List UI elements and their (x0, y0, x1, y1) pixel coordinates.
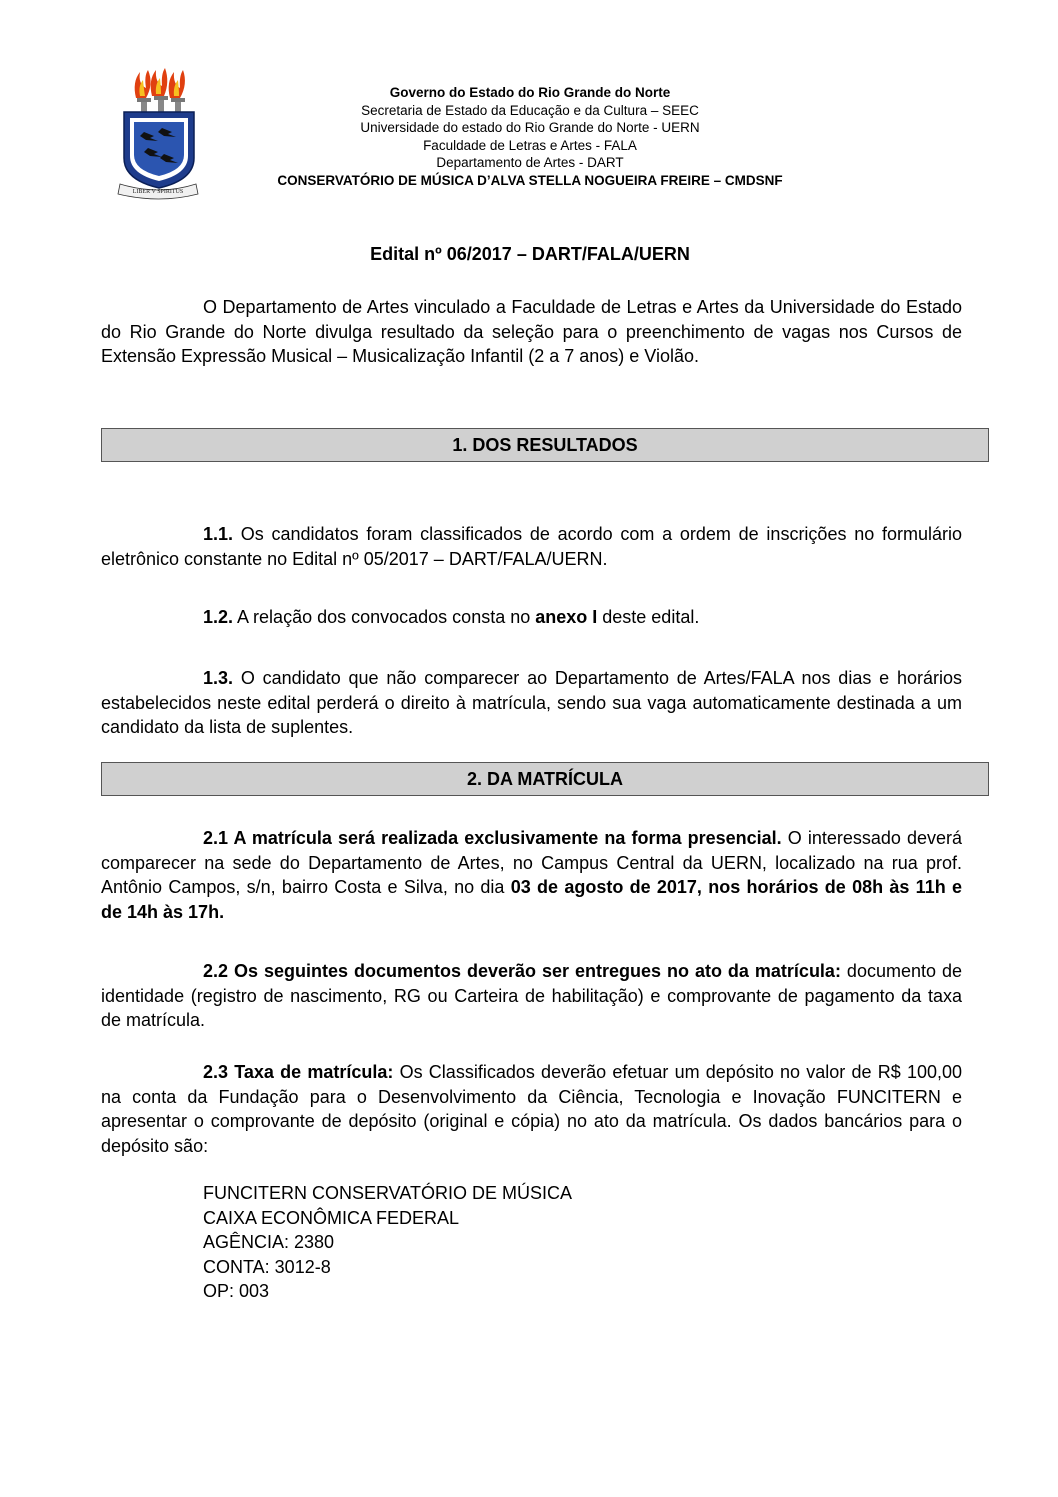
paragraph-2-3: 2.3 Taxa de matrícula: Os Classificados deverão efetuar um depósito no valor de R$ 100,00 na conta da Fundação para o Desenvolvimento da Ciência, Tecnologia e Inovação FUNCITERN e apresentar o comprovante de depósito (original e cópia) no ato da matrícula. Os dados bancários para o depósito são: (101, 1062, 963, 1156)
paragraph-1-2: 1.2. A relação dos convocados consta no anexo I deste edital. (203, 607, 700, 627)
header-line-conservatory: CONSERVATÓRIO DE MÚSICA D’ALVA STELLA NOGUEIRA FREIRE – CMDSNF (277, 172, 783, 188)
uern-coat-of-arms-logo (114, 68, 202, 202)
bank-details (203, 1181, 572, 1304)
header-line-government: Governo do Estado do Rio Grande do Norte (389, 85, 671, 100)
header-line-faculty: Faculdade de Letras e Artes - FALA (423, 137, 637, 153)
torches (135, 68, 185, 112)
intro-paragraph: O Departamento de Artes vinculado a Faculdade de Letras e Artes da Universidade do Estado do Rio Grande do Norte divulga resultado da seleção para o preenchimento de vagas nos Cursos de Extensão Expressão Musical – Musicalização Infantil (2 a 7 anos) e Violão. (101, 297, 962, 366)
paragraph-2-1: 2.1 A matrícula será realizada exclusivamente na forma presencial. O interessado deverá comparecer na sede do Departamento de Artes, no Campus Central da UERN, localizado na rua prof. Antônio Campos, s/n, bairro Costa e Silva, no dia 03 de agosto de 2017, nos horários de 08h às 11h e de 14h às 17h. (101, 828, 962, 922)
bank-operation: OP: 003 (203, 1281, 270, 1301)
bank-account-name: FUNCITERN CONSERVATÓRIO DE MÚSICA (203, 1183, 573, 1203)
header-line-secretariat: Secretaria de Estado da Educação e da Cultura – SEEC (361, 102, 699, 118)
bank-account-number: CONTA: 3012-8 (203, 1256, 331, 1277)
paragraph-1-1: 1.1. Os candidatos foram classificados de acordo com a ordem de inscrições no formulário eletrônico constante no Edital nº 05/2017 – DART/FALA/UERN. (101, 524, 962, 569)
paragraph-2-2: 2.2 Os seguintes documentos deverão ser entregues no ato da matrícula: documento de identidade (registro de nascimento, RG ou Carteira de habilitação) e comprovante de pagamento da taxa de matrícula. (101, 961, 962, 1030)
document-title: Edital nº 06/2017 – DART/FALA/UERN (370, 244, 690, 264)
section-heading-results: 1. DOS RESULTADOS (101, 428, 989, 462)
header-line-university: Universidade do estado do Rio Grande do Norte - UERN (360, 120, 700, 135)
logo-motto: LIBER V SPIRITUS (132, 189, 184, 195)
bank-agency: AGÊNCIA: 2380 (203, 1232, 335, 1252)
header-line-department: Departamento de Artes - DART (436, 155, 624, 170)
paragraph-1-3: 1.3. O candidato que não comparecer ao Departamento de Artes/FALA nos dias e horários estabelecidos neste edital perderá o direito à matrícula, sendo sua vaga automaticamente destinada a um candidato da lista de suplentes. (101, 668, 962, 737)
institution-header (200, 84, 860, 189)
bank-name: CAIXA ECONÔMICA FEDERAL (203, 1207, 460, 1228)
section-heading-enrollment: 2. DA MATRÍCULA (101, 762, 989, 796)
